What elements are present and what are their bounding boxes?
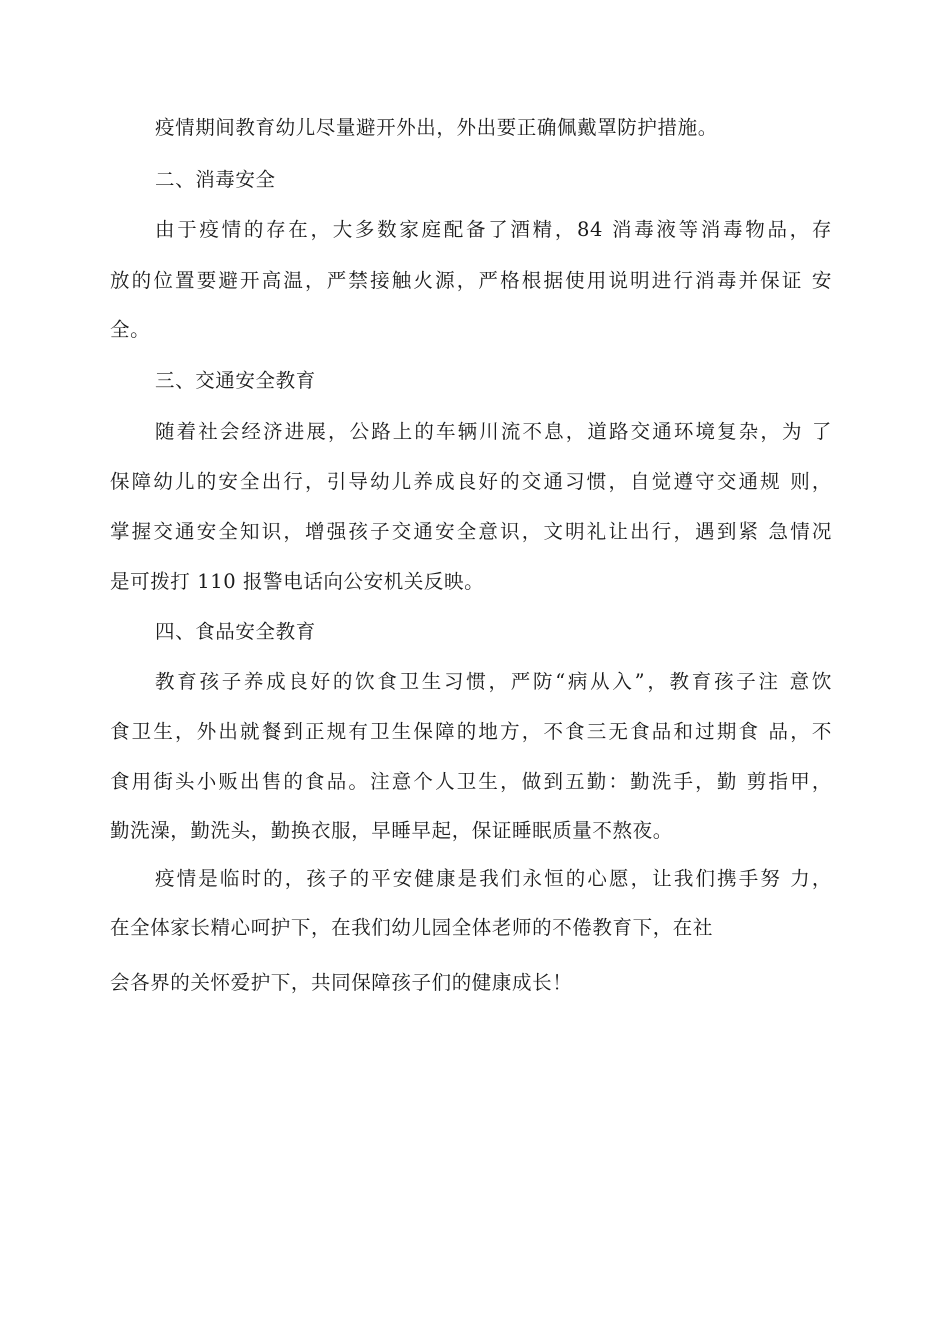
paragraph-closing-line-1: 疫情是临时的，孩子的平安健康是我们永恒的心愿，让我们携手努 力， <box>155 867 832 890</box>
heading-food-safety: 四、食品安全教育 <box>155 620 316 643</box>
paragraph-traffic-line-1: 随着社会经济进展，公路上的车辆川流不息，道路交通环境复杂，为 了 <box>155 420 832 443</box>
paragraph-traffic-line-4: 是可拨打 110 报警电话向公安机关反映。 <box>110 570 485 593</box>
paragraph-food-line-4: 勤洗澡，勤洗头，勤换衣服，早睡早起，保证睡眠质量不熬夜。 <box>110 819 673 842</box>
paragraph-outing-line-1: 疫情期间教育幼儿尽量避开外出，外出要正确佩戴罩防护措施。 <box>155 116 718 139</box>
paragraph-closing-line-2: 在全体家长精心呵护下，在我们幼儿园全体老师的不倦教育下，在社 <box>110 916 714 939</box>
paragraph-food-line-3: 食用街头小贩出售的食品。注意个人卫生，做到五勤：勤洗手，勤 剪指甲， <box>110 770 832 793</box>
paragraph-disinfection-line-1: 由于疫情的存在，大多数家庭配备了酒精，84 消毒液等消毒物品，存 <box>155 218 832 241</box>
heading-traffic-safety: 三、交通安全教育 <box>155 369 316 392</box>
paragraph-closing-line-3: 会各界的关怀爱护下，共同保障孩子们的健康成长！ <box>110 971 573 994</box>
paragraph-traffic-line-2: 保障幼儿的安全出行，引导幼儿养成良好的交通习惯，自觉遵守交通规 则， <box>110 470 832 493</box>
paragraph-traffic-line-3: 掌握交通安全知识，增强孩子交通安全意识，文明礼让出行，遇到紧 急情况 <box>110 520 832 543</box>
paragraph-disinfection-line-3: 全。 <box>110 318 151 341</box>
heading-disinfection-safety: 二、消毒安全 <box>155 168 276 191</box>
paragraph-food-line-1: 教育孩子养成良好的饮食卫生习惯，严防“病从入”，教育孩子注 意饮 <box>155 670 832 693</box>
paragraph-disinfection-line-2: 放的位置要避开高温，严禁接触火源，严格根据使用说明进行消毒并保证 安 <box>110 269 832 292</box>
paragraph-food-line-2: 食卫生，外出就餐到正规有卫生保障的地方，不食三无食品和过期食 品，不 <box>110 720 832 743</box>
